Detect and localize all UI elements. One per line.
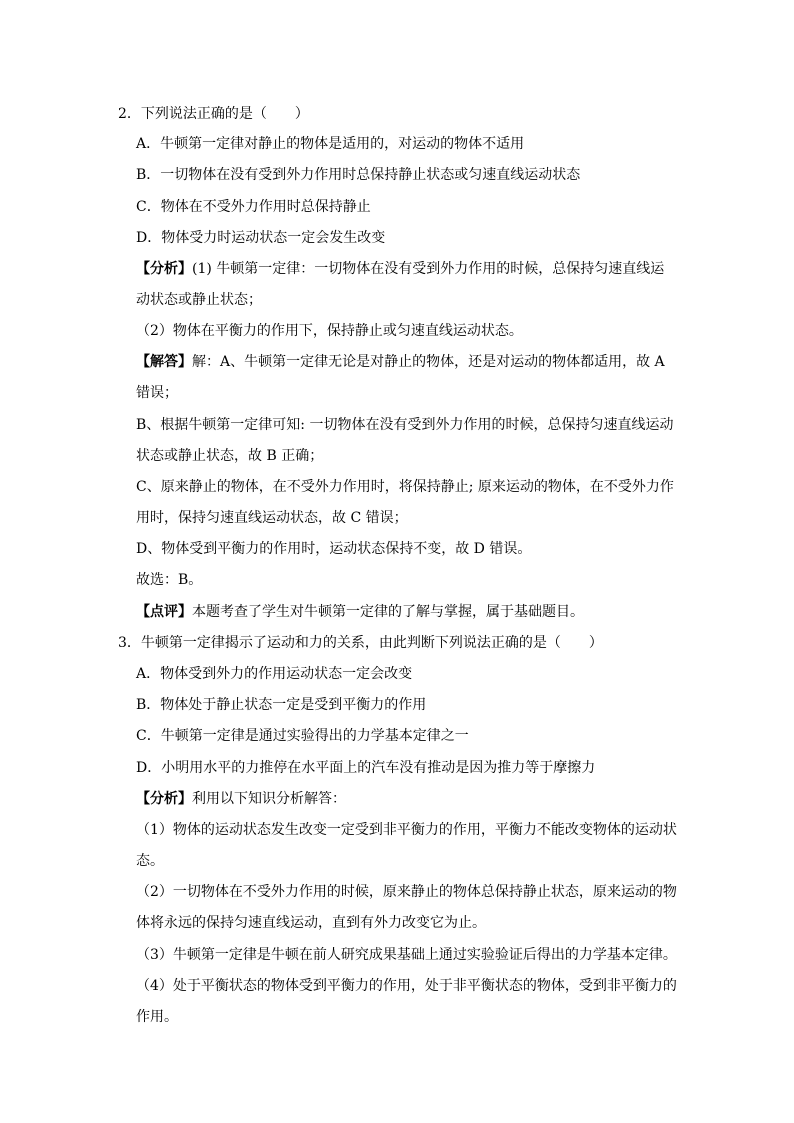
question-2-answer-b-cont: 状态或静止状态，故 B 正确；: [136, 448, 324, 464]
question-3-point-1: （1）物体的运动状态发生改变一定受到非平衡力的作用，平衡力不能改变物体的运动状: [136, 822, 677, 838]
question-3-point-2: （2）一切物体在不受外力作用的时候，原来静止的物体总保持静止状态，原来运动的物: [136, 884, 677, 900]
question-3-option-b: B．物体处于静止状态一定是受到平衡力的作用: [136, 697, 427, 713]
analysis-text: (1) 牛顿第一定律：一切物体在没有受到外力作用的时候，总保持匀速直线运: [192, 261, 665, 277]
question-2-answer-a-cont: 错误；: [136, 385, 178, 401]
question-2-choice: 故选：B。: [136, 572, 203, 588]
question-2-answer: [136, 352, 665, 372]
question-3-point-3: （3）牛顿第一定律是牛顿在前人研究成果基础上通过实验验证后得出的力学基本定律。: [136, 947, 677, 963]
question-2-analysis-point-2: （2）物体在平衡力的作用下，保持静止或匀速直线运动状态。: [136, 323, 523, 339]
question-2-title: 2．下列说法正确的是（ ）: [118, 106, 309, 122]
question-2-comment: [136, 602, 584, 622]
question-3-option-d: D．小明用水平的力推停在水平面上的汽车没有推动是因为推力等于摩擦力: [136, 760, 596, 776]
question-3-point-4-cont: 作用。: [136, 1009, 178, 1025]
question-3-option-a: A．物体受到外力的作用运动状态一定会改变: [136, 666, 413, 682]
question-3-option-c: C．牛顿第一定律是通过实验得出的力学基本定律之一: [136, 728, 469, 744]
question-2-analysis: [136, 259, 664, 279]
question-2-answer-c-cont: 用时，保持匀速直线运动状态，故 C 错误；: [136, 510, 408, 526]
question-3-title: 3．牛顿第一定律揭示了运动和力的关系，由此判断下列说法正确的是（ ）: [118, 635, 603, 651]
question-2-analysis-cont: 动状态或静止状态；: [136, 292, 262, 308]
question-2-option-d: D．物体受力时运动状态一定会发生改变: [136, 230, 386, 246]
analysis-tag: 【分析】: [136, 791, 192, 807]
question-3-point-2-cont: 体将永远的保持匀速直线运动，直到有外力改变它为止。: [136, 915, 486, 931]
question-2-option-a: A．牛顿第一定律对静止的物体是适用的，对运动的物体不适用: [136, 136, 525, 152]
question-2-answer-d: D、物体受到平衡力的作用时，运动状态保持不变，故 D 错误。: [136, 541, 532, 557]
answer-tag: 【解答】: [136, 354, 192, 370]
question-2-option-c: C．物体在不受外力作用时总保持静止: [136, 199, 371, 215]
question-3-point-4: （4）处于平衡状态的物体受到平衡力的作用，处于非平衡状态的物体，受到非平衡力的: [136, 978, 677, 994]
question-2-answer-c: C、原来静止的物体，在不受外力作用时，将保持静止; 原来运动的物体，在不受外力作: [136, 479, 674, 495]
question-3-point-1-cont: 态。: [136, 853, 164, 869]
analysis-intro: 利用以下知识分析解答：: [192, 791, 346, 807]
question-2-option-b: B．一切物体在没有受到外力作用时总保持静止状态或匀速直线运动状态: [136, 167, 581, 183]
comment-text: 本题考查了学生对牛顿第一定律的了解与掌握，属于基础题目。: [192, 604, 584, 620]
question-3-analysis: [136, 789, 346, 809]
analysis-tag: 【分析】: [136, 261, 192, 277]
comment-tag: 【点评】: [136, 604, 192, 620]
question-2-answer-b: B、根据牛顿第一定律可知: 一切物体在没有受到外力作用的时候，总保持匀速直线运动: [136, 417, 674, 433]
answer-text: 解：A、牛顿第一定律无论是对静止的物体，还是对运动的物体都适用，故 A: [192, 354, 665, 370]
